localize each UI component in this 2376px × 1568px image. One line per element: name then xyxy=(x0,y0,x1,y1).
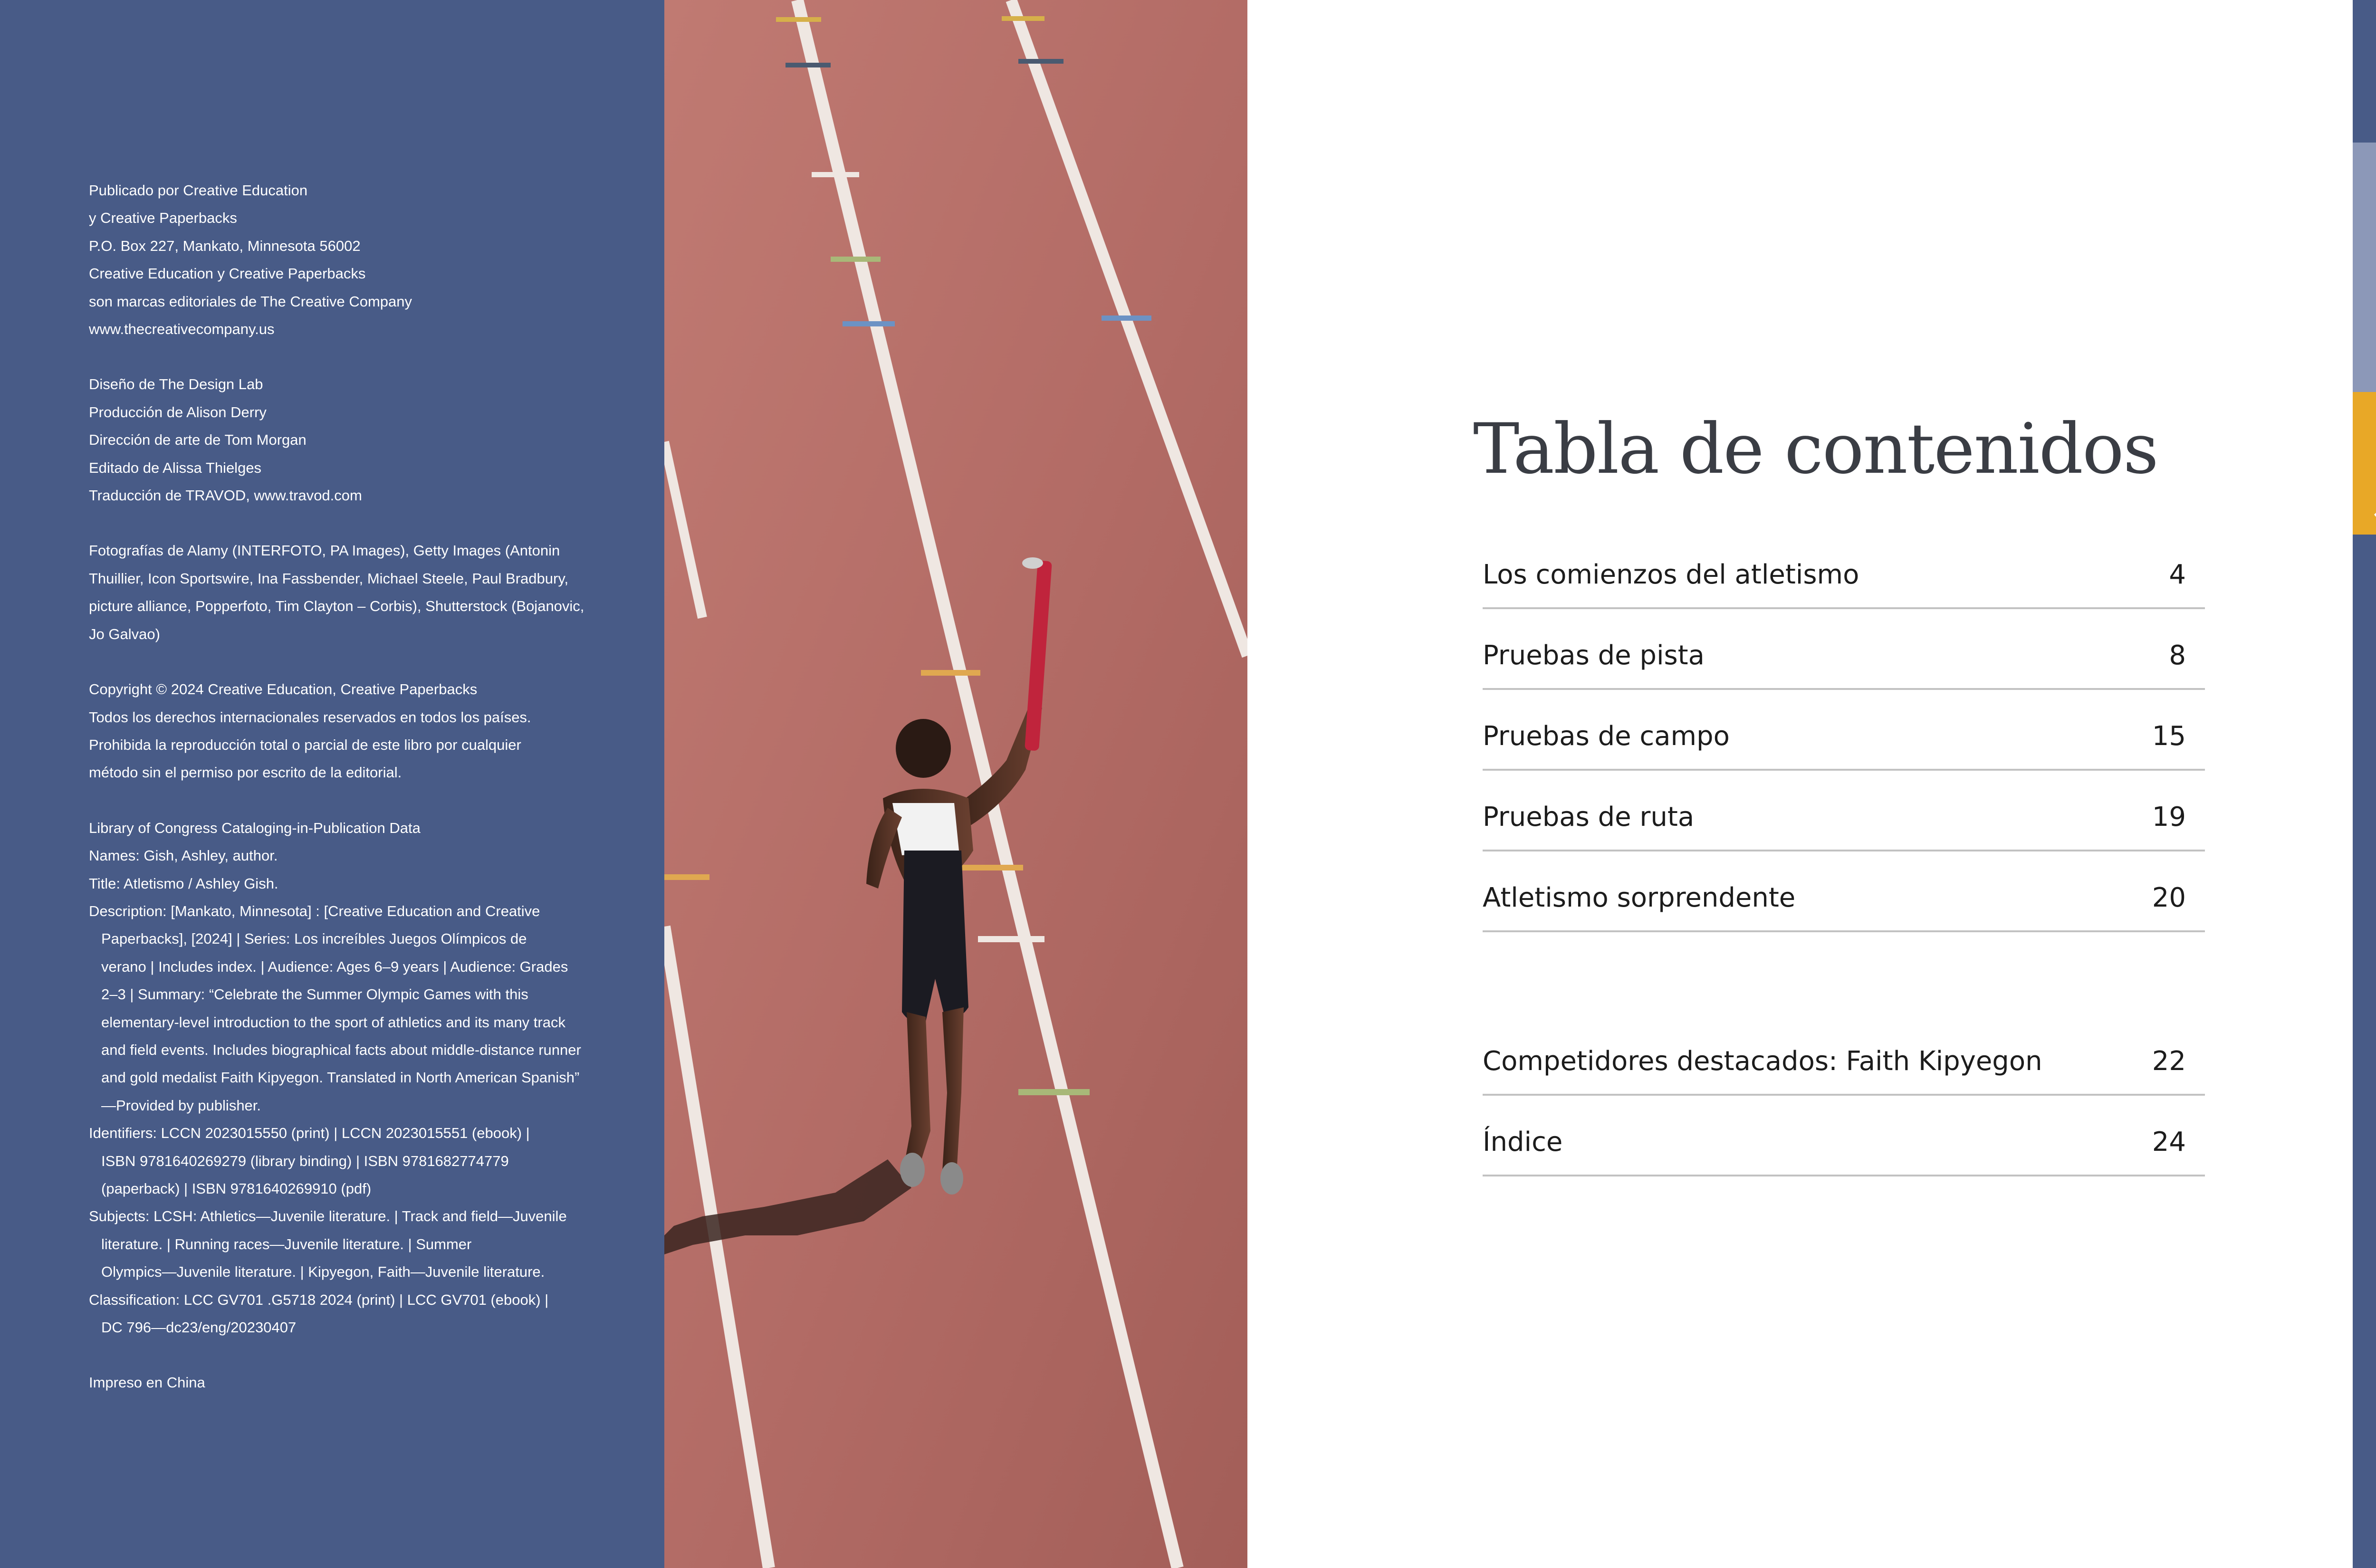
credit-line: Fotografías de Alamy (INTERFOTO, PA Images), Getty Images (Antonin xyxy=(89,542,560,559)
toc-entry[interactable] xyxy=(1483,690,2205,771)
toc-entry-title: Competidores destacados: Faith Kipyegon xyxy=(1483,1046,2042,1077)
credit-line: Names: Gish, Ashley, author. xyxy=(89,847,278,864)
toc-entry-title: Pruebas de pista xyxy=(1483,640,1705,671)
credit-line: picture alliance, Popperfoto, Tim Clayton – Corbis), Shutterstock (Bojanovic, xyxy=(89,598,584,615)
printed-in-line: Impreso en China xyxy=(89,1374,205,1391)
lane-marker xyxy=(1102,316,1151,321)
lane-marker xyxy=(831,257,881,262)
photo-credits-block xyxy=(89,537,631,648)
toc-entry-page: 20 xyxy=(2152,882,2186,913)
track-photo xyxy=(664,0,1247,1568)
lane-marker xyxy=(1002,16,1044,21)
credit-line: Copyright © 2024 Creative Education, Creative Paperbacks xyxy=(89,681,478,698)
credit-line: Jo Galvao) xyxy=(89,625,160,642)
credit-line: Diseño de The Design Lab xyxy=(89,376,263,393)
credit-line: Library of Congress Cataloging-in-Publication Data xyxy=(89,819,421,836)
credit-line: Traducción de TRAVOD, www.travod.com xyxy=(89,487,362,504)
credit-line: Olympics—Juvenile literature. | Kipyegon, Faith—Juvenile literature. xyxy=(101,1263,545,1281)
relay-torch-runner-photo xyxy=(664,0,1247,1568)
right-sidebar xyxy=(2353,0,2376,1568)
credit-line: Paperbacks], [2024] | Series: Los increíbles Juegos Olímpicos de xyxy=(101,930,527,947)
credit-line: son marcas editoriales de The Creative Company xyxy=(89,293,412,310)
credit-line: and field events. Includes biographical facts about middle-distance runner xyxy=(101,1041,581,1058)
toc-entry-title: Índice xyxy=(1483,1127,1563,1157)
credit-line: Publicado por Creative Education xyxy=(89,182,308,199)
runner-tab xyxy=(2353,392,2376,535)
toc-title: Tabla de contenidos xyxy=(1473,409,2158,489)
credit-line: verano | Includes index. | Audience: Ages 6–9 years | Audience: Grades xyxy=(101,958,568,975)
staff-block xyxy=(89,371,631,509)
lane-marker xyxy=(664,874,709,880)
toc-entry-title: Pruebas de campo xyxy=(1483,721,1730,752)
credit-line: DC 796—dc23/eng/20230407 xyxy=(101,1319,297,1336)
lane-marker xyxy=(1018,59,1063,64)
toc-entry[interactable] xyxy=(1483,609,2205,690)
copyright-block xyxy=(89,676,631,787)
page-number xyxy=(2353,56,2376,80)
credit-line: Thuillier, Icon Sportswire, Ina Fassbender, Michael Steele, Paul Bradbury, xyxy=(89,570,569,587)
publisher-block xyxy=(89,177,631,343)
credit-line: literature. | Running races—Juvenile literature. | Summer xyxy=(101,1235,472,1252)
lane-marker xyxy=(776,17,821,22)
credit-line: (paperback) | ISBN 9781640269910 (pdf) xyxy=(101,1180,372,1197)
credit-line: Identifiers: LCCN 2023015550 (print) | LCCN 2023015551 (ebook) | xyxy=(89,1125,530,1142)
credits-panel xyxy=(0,0,664,1568)
credit-line: Creative Education y Creative Paperbacks xyxy=(89,265,366,282)
toc-entry-page: 19 xyxy=(2152,802,2186,832)
credit-line: Classification: LCC GV701 .G5718 2024 (print) | LCC GV701 (ebook) | xyxy=(89,1291,549,1308)
toc-entry[interactable] xyxy=(1483,771,2205,851)
copyright-page-text xyxy=(89,177,631,1425)
toc-entry[interactable] xyxy=(1483,1096,2205,1176)
toc-entry-title: Los comienzos del atletismo xyxy=(1483,559,1859,590)
credit-line: Editado de Alissa Thielges xyxy=(89,459,262,476)
toc-entry-page: 24 xyxy=(2152,1127,2186,1157)
toc-entry-page: 8 xyxy=(2169,640,2186,671)
lane-marker xyxy=(921,670,980,676)
printed-in-block xyxy=(89,1369,631,1396)
lane-marker xyxy=(959,865,1023,870)
toc-main-list xyxy=(1483,528,2205,932)
credit-line: y Creative Paperbacks xyxy=(89,210,237,227)
credit-line: and gold medalist Faith Kipyegon. Translated in North American Spanish” xyxy=(101,1069,580,1086)
toc-entry-page: 15 xyxy=(2152,721,2186,752)
credit-line: Dirección de arte de Tom Morgan xyxy=(89,431,307,449)
toc-entry-title: Pruebas de ruta xyxy=(1483,802,1695,832)
lane-marker xyxy=(978,936,1044,942)
lane-marker xyxy=(812,172,859,177)
credit-line: Todos los derechos internacionales reservados en todos los países. xyxy=(89,708,531,726)
toc-entry[interactable] xyxy=(1483,851,2205,932)
runner-icon xyxy=(2353,392,2376,535)
credit-line: elementary-level introduction to the sport of athletics and its many track xyxy=(101,1013,565,1031)
toc-entry-page: 4 xyxy=(2169,559,2186,590)
credit-line: Producción de Alison Derry xyxy=(89,403,267,421)
toc-extras-list xyxy=(1483,1015,2205,1176)
toc-entry[interactable] xyxy=(1483,1015,2205,1096)
toc-entry-page: 22 xyxy=(2152,1046,2186,1077)
credit-line: método sin el permiso por escrito de la editorial. xyxy=(89,764,402,781)
toc-entry-title: Atletismo sorprendente xyxy=(1483,882,1796,913)
credit-line: 2–3 | Summary: “Celebrate the Summer Olympic Games with this xyxy=(101,986,528,1003)
credit-line: Prohibida la reproducción total o parcial de este libro por cualquier xyxy=(89,736,521,753)
track-surface xyxy=(664,0,1247,1568)
cip-data-block xyxy=(89,814,631,1342)
credit-line: Subjects: LCSH: Athletics—Juvenile literature. | Track and field—Juvenile xyxy=(89,1208,567,1225)
credit-line: Title: Atletismo / Ashley Gish. xyxy=(89,875,278,892)
credit-line: Description: [Mankato, Minnesota] : [Creative Education and Creative xyxy=(89,902,540,919)
section-tab xyxy=(2353,143,2376,392)
lane-marker xyxy=(843,321,895,326)
credit-line: —Provided by publisher. xyxy=(101,1097,261,1114)
lane-marker xyxy=(786,63,831,67)
toc-entry[interactable] xyxy=(1483,528,2205,609)
credit-line: P.O. Box 227, Mankato, Minnesota 56002 xyxy=(89,237,361,254)
lane-marker xyxy=(1018,1089,1090,1095)
credit-line: ISBN 9781640269279 (library binding) | ISBN 9781682774779 xyxy=(101,1152,509,1169)
credit-line: www.thecreativecompany.us xyxy=(89,321,275,338)
